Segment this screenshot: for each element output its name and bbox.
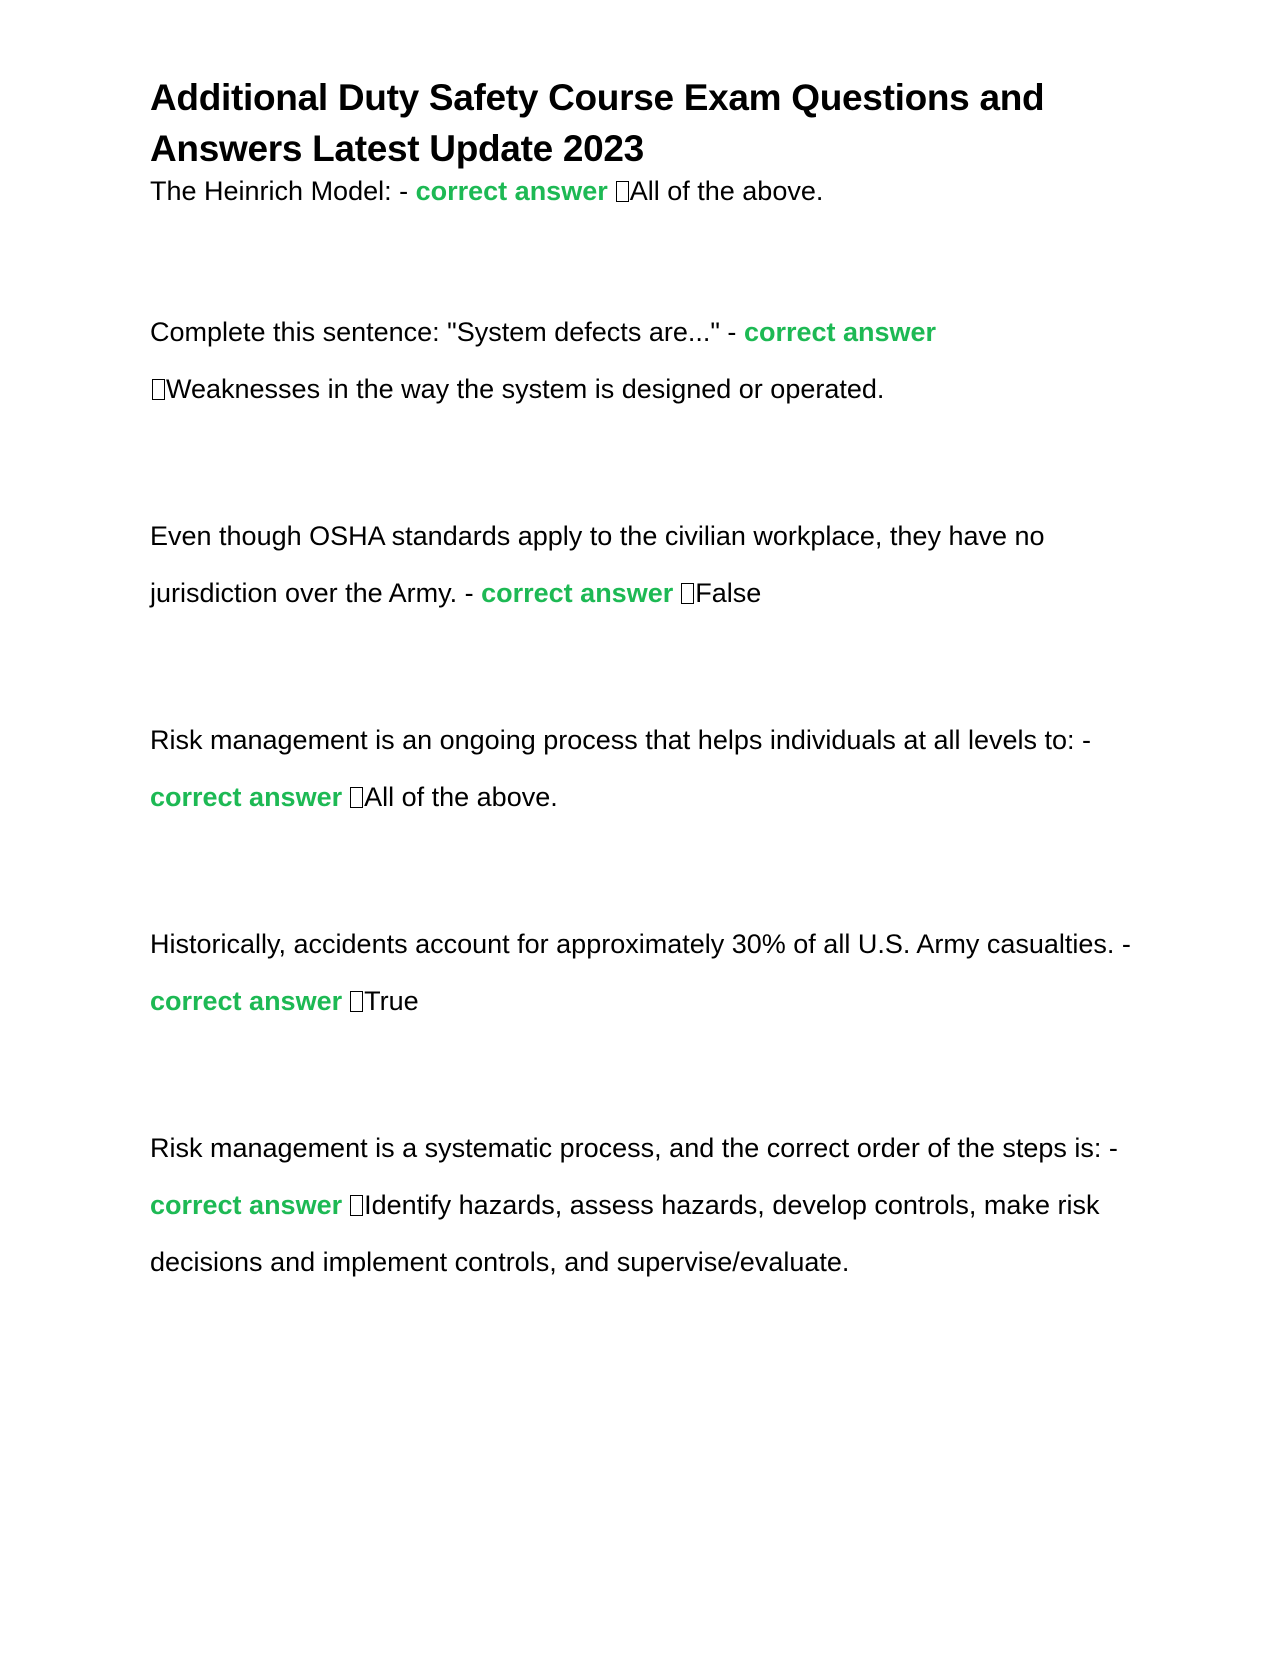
answer-text: Weaknesses in the way the system is designed or operated. [166, 374, 885, 404]
answer-text: Identify hazards, assess hazards, develop controls, make risk decisions and implement controls, and supervise/evaluate. [150, 1190, 1100, 1277]
question-text: Risk management is a systematic process, and the correct order of the steps is: - [150, 1133, 1118, 1163]
qa-entry [150, 1120, 1140, 1291]
correct-answer-label: correct answer [150, 782, 343, 812]
correct-answer-label: correct answer [150, 1190, 343, 1220]
qa-entry [150, 168, 1140, 214]
question-text: The Heinrich Model: - [150, 176, 409, 206]
document-page [150, 72, 1140, 1291]
answer-text: All of the above. [629, 176, 824, 206]
empty-box-icon [350, 1195, 363, 1216]
qa-entry [150, 916, 1140, 1030]
answer-text: All of the above. [364, 782, 558, 812]
correct-answer-label: correct answer [415, 176, 608, 206]
answer-text: False [695, 578, 762, 608]
correct-answer-label: correct answer [743, 317, 937, 347]
document-title: Additional Duty Safety Course Exam Questions and Answers Latest Update 2023 [150, 77, 1045, 169]
empty-box-icon [350, 991, 363, 1012]
question-text: Complete this sentence: "System defects are..." - [150, 317, 737, 347]
question-text: Even though OSHA standards apply to the civilian workplace, they have no jurisdiction over the Army. - [150, 521, 1045, 608]
correct-answer-label: correct answer [481, 578, 674, 608]
empty-box-icon [616, 181, 629, 202]
correct-answer-label: correct answer [150, 986, 343, 1016]
answer-text: True [364, 986, 419, 1016]
empty-box-icon [681, 583, 694, 604]
qa-entry [150, 304, 1140, 418]
question-text: Risk management is an ongoing process that helps individuals at all levels to: - [150, 725, 1092, 755]
empty-box-icon [350, 787, 363, 808]
qa-entry [150, 712, 1140, 826]
qa-entry [150, 508, 1140, 622]
empty-box-icon [152, 379, 165, 400]
question-text: Historically, accidents account for approximately 30% of all U.S. Army casualties. - [150, 929, 1131, 959]
